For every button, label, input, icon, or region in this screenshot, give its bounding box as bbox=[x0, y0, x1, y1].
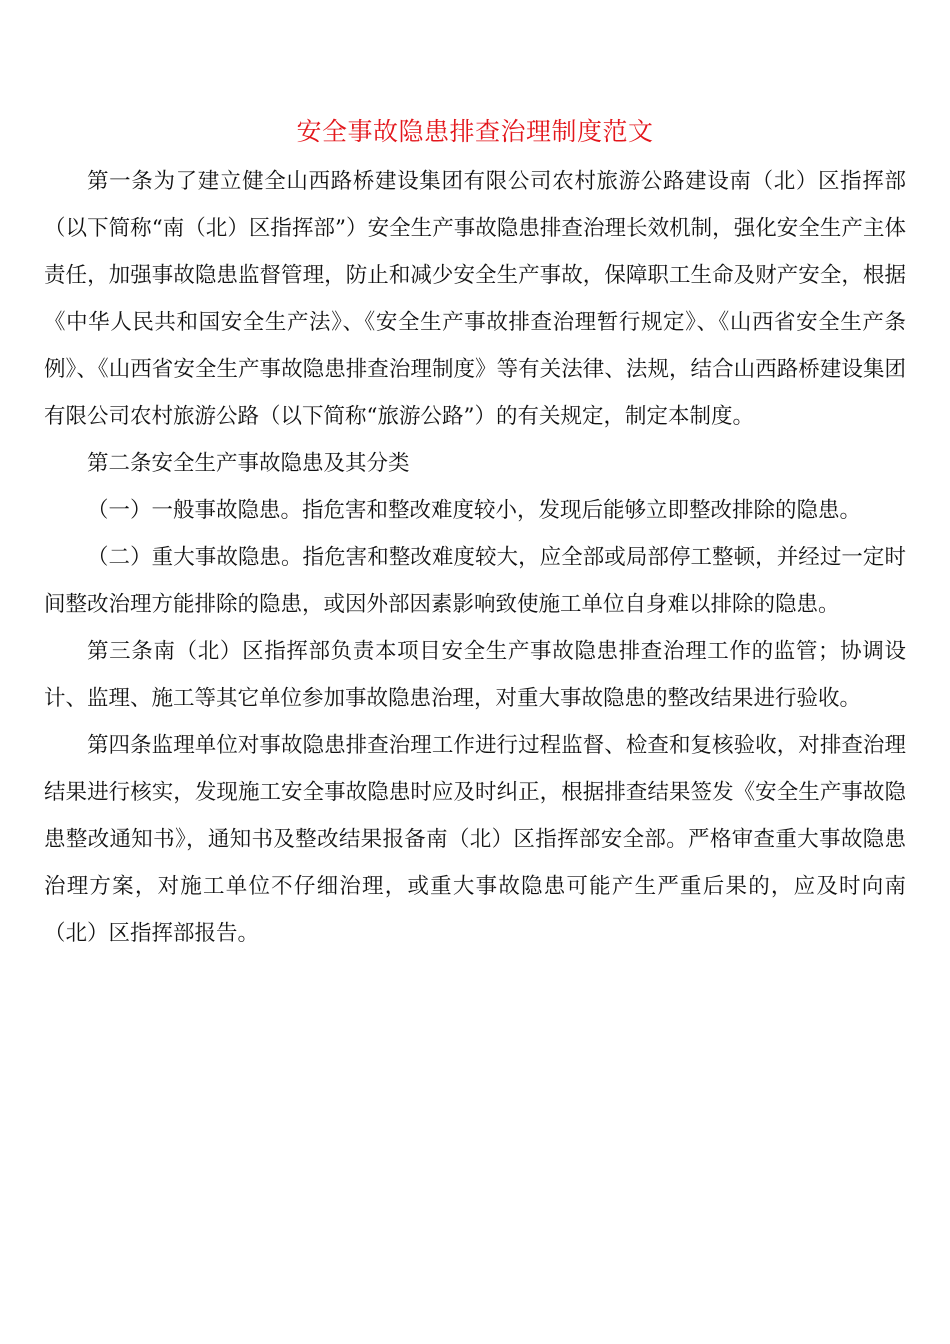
paragraph-article-2: 第二条安全生产事故隐患及其分类 bbox=[87, 451, 410, 476]
paragraph-article-1: 第一条为了建立健全山西路桥建设集团有限公司农村旅游公路建设南（北）区指挥部（以下简称“南（北）区指挥部”）安全生产事故隐患排查治理长效机制，强化安全生产主体责任，加强事故隐患监督管理，防止和减少安全生产事故，保障职工生命及财产安全，根据《中华人民共和国安全生产法》、《安全生产事故排查治理暂行规定》、《山西省安全生产条例》、《山西省安全生产事故隐患排查治理制度》等有关法律、法规，结合山西路桥建设集团有限公司农村旅游公路（以下简称“旅游公路”）的有关规定，制定本制度。 bbox=[44, 169, 906, 429]
paragraph-article-3: 第三条南（北）区指挥部负责本项目安全生产事故隐患排查治理工作的监管；协调设计、监理、施工等其它单位参加事故隐患治理，对重大事故隐患的整改结果进行验收。 bbox=[44, 639, 906, 711]
document-title: 安全事故隐患排查治理制度范文 bbox=[296, 117, 654, 146]
paragraph-general-hazard: （一）一般事故隐患。指危害和整改难度较小，发现后能够立即整改排除的隐患。 bbox=[87, 498, 862, 523]
document-body bbox=[44, 158, 906, 957]
paragraph-major-hazard: （二）重大事故隐患。指危害和整改难度较大，应全部或局部停工整顿，并经过一定时间整改治理方能排除的隐患，或因外部因素影响致使施工单位自身难以排除的隐患。 bbox=[44, 545, 906, 617]
paragraph-article-4: 第四条监理单位对事故隐患排查治理工作进行过程监督、检查和复核验收，对排查治理结果进行核实，发现施工安全事故隐患时应及时纠正，根据排查结果签发《安全生产事故隐患整改通知书》，通知书及整改结果报备南（北）区指挥部安全部。严格审查重大事故隐患治理方案，对施工单位不仔细治理，或重大事故隐患可能产生严重后果的，应及时向南（北）区指挥部报告。 bbox=[44, 733, 906, 946]
